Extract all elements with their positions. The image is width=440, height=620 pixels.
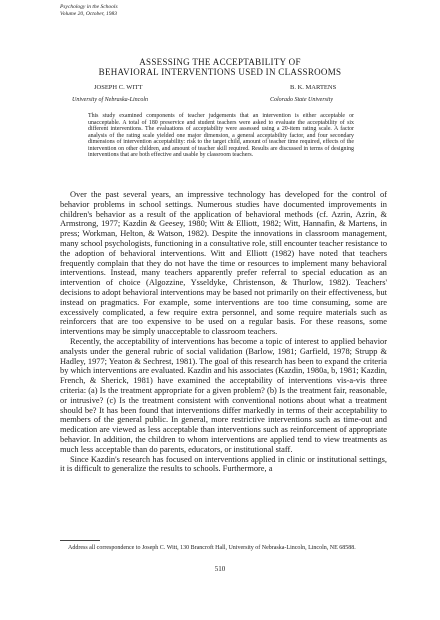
body-text (60, 190, 387, 474)
body-paragraph-3: Since Kazdin's research has focused on interventions applied in clinic or institutional settings, it is difficult to generalize the results to schools. Furthermore, a (60, 454, 387, 474)
body-paragraph-2: Recently, the acceptability of interventions has become a topic of interest to applied behavior analysts under the general rubric of social validation (Barlow, 1981; Garfield, 1978; Strupp & Hadley, 1977; Yeaton & Sechrest, 1981). The goal of this research has been to expand the criteria by which interventions are evaluated. Kazdin and his associates (Kazdin, 1980a, b, 1981; Kazdin, French, & Sherick, 1981) have examined the acceptability of interventions vis-a-vis three criteria: (a) Is the treatment appropriate for a given problem? (b) Is the treatment fair, reasonable, or intrusive? (c) Is the treatment consistent with conventional notions about what a treatment should be? It has been found that interventions differ markedly in terms of their acceptability to members of the general public. In general, more restrictive interventions such as time-out and medication are viewed as less acceptable than interventions such as reinforcement of appropriate behavior. In addition, the children to whom interventions are applied tend to view treatments as much less acceptable than do parents, educators, or institutional staff. (60, 336, 387, 454)
title-line-2: BEHAVIORAL INTERVENTIONS USED IN CLASSROOMS (98, 67, 342, 77)
page-number: 510 (214, 565, 226, 573)
article-title (0, 57, 440, 77)
journal-volume: Volume 20, October, 1983 (60, 10, 117, 17)
footnote-divider (60, 540, 100, 541)
title-line-1: ASSESSING THE ACCEPTABILITY OF (139, 57, 301, 67)
journal-header (60, 4, 118, 17)
abstract: This study examined components of teacher judgements that an intervention is either acceptable or unacceptable. A total of 180 preservice and student teachers were asked to evaluate the acceptability of six different interventions. The evaluations of acceptability were assessed using a 20-item rating scale. A factor analysis of the rating scale yielded one major dimension, a general acceptability factor, and four secondary dimensions of intervention acceptability: risk to the target child, amount of teacher time required, effects of the intervention on other children, and amount of teacher skill required. Results are discussed in terms of designing interventions that are both effective and usable by classroom teachers. (88, 113, 354, 158)
author-name-1: JOSEPH C. WITT (94, 84, 143, 91)
correspondence-footnote: Address all correspondence to Joseph C. Witt, 130 Brancroft Hall, University of Nebraska-Lincoln, Lincoln, NE 68588. (68, 545, 356, 551)
author-name-2: B. K. MARTENS (290, 84, 337, 91)
author-affiliation-2: Colorado State University (270, 97, 333, 103)
body-paragraph-1: Over the past several years, an impressive technology has developed for the control of behavior problems in school settings. Numerous studies have documented improvements in children's behavior as a result of the application of behavioral methods (cf. Azrin, Azrin, & Armstrong, 1977; Kazdin & Geesey, 1980; Witt & Elliott, 1982; Witt, Hannafin, & Martens, in press; Workman, Helton, & Watson, 1982). Despite the innovations in classroom management, many school psychologists, functioning in a consultative role, still encounter teacher resistance to the adoption of behavioral interventions. Witt and Elliott (1982) have noted that teachers frequently complain that they do not have the time or resources to implement many behavioral interventions. Instead, many teachers apparently prefer referral to special education as an intervention of choice (Algozzine, Ysseldyke, Christenson, & Thurlow, 1982). Teachers' decisions to adopt behavioral interventions may be based not primarily on their effectiveness, but instead on pragmatics. For example, some interventions are too time consuming, some are excessively complicated, a few require extra personnel, and some require materials such as reinforcers that are too expensive to be used on a regular basis. For these reasons, some interventions may be simply unacceptable to classroom teachers. (60, 190, 388, 337)
journal-name: Psychology in the Schools (60, 4, 118, 10)
author-affiliation-1: University of Nebraska-Lincoln (72, 97, 148, 103)
